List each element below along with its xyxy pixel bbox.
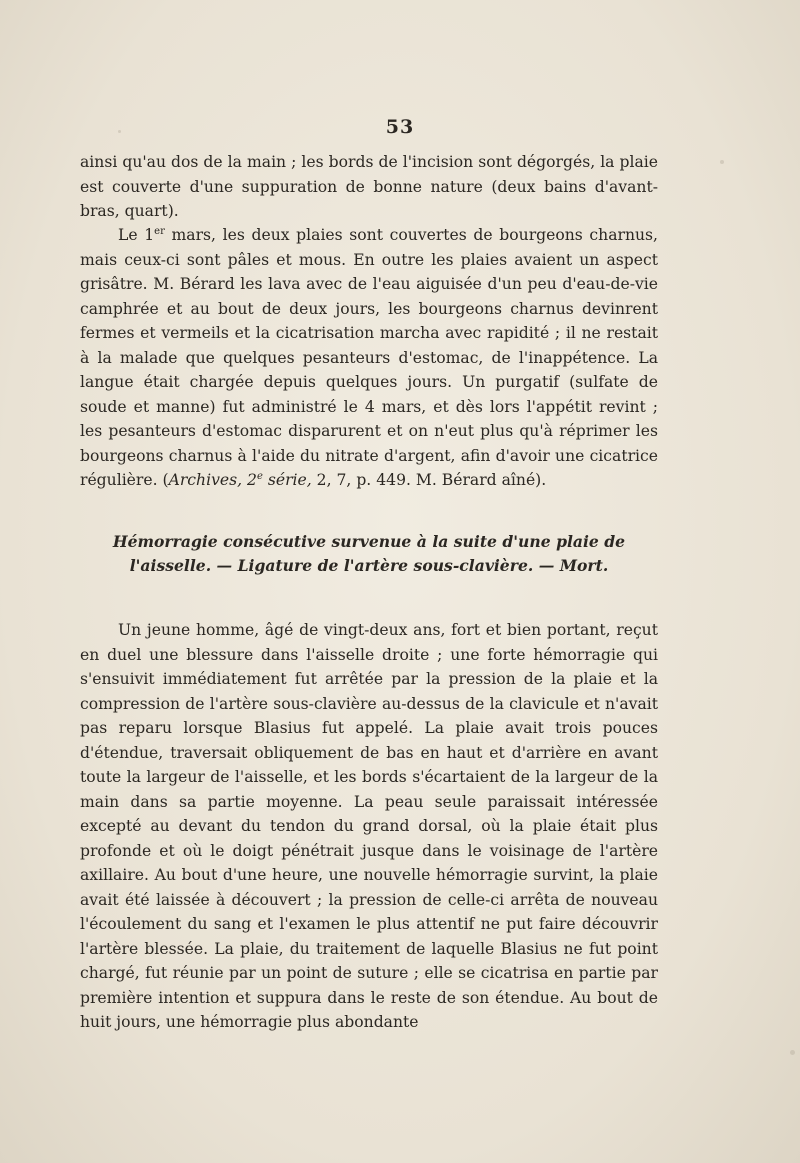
paragraph-continuation: ainsi qu'au dos de la main ; les bords de l'incision sont dégorgés, la plaie est couverte d'une suppuration de bonne nature (deux bains d'avant-bras, quart).	[80, 153, 658, 220]
text-run: mars, les deux plaies sont couvertes de bourgeons charnus, mais ceux-ci sont pâles et mous. En outre les plaies avaient un aspect grisâtre. M. Bérard les lava avec de l'eau aiguisée d'un peu d'eau-de-vie camphrée et au bout de deux jours, les bourgeons charnus devinrent fermes et vermeils et la cicatrisation marcha avec rapidité ; il ne restait à la malade que quelques pesanteurs d'estomac, de l'inappétence. La langue était chargée depuis quelques jours. Un purgatif (sulfate de soude et manne) fut administré le 4 mars, et dès lors l'appétit revint ; les pesanteurs d'estomac disparurent et on n'eut plus qu'à réprimer les bourgeons charnus à l'aide du nitrate d'argent, afin d'avoir une cicatrice régulière. (	[80, 226, 658, 489]
text-run: Le 1	[118, 226, 155, 244]
paper-speck	[790, 1050, 795, 1055]
paper-speck	[720, 160, 724, 164]
paragraph-march-first	[80, 223, 658, 493]
text-run: série,	[262, 471, 312, 489]
paragraph-case-report: Un jeune homme, âgé de vingt-deux ans, fort et bien portant, reçut en duel une blessure dans l'aisselle droite ; une forte hémorragie qui s'ensuivit immédiatement fut arrêtée par la pression de la plaie et la compression de l'artère sous-clavière au-dessus de la clavicule et n'avait pas reparu lorsque Blasius fut appelé. La plaie avait trois pouces d'étendue, traversait obliquement de bas en haut et d'arrière en avant toute la largeur de l'aisselle, et les bords s'écartaient de la largeur de la main dans sa partie moyenne. La peau seule paraissait intéressée excepté au devant du tendon du grand dorsal, où la plaie était plus profonde et où le doigt pénétrait jusque dans le voisinage de l'artère axillaire. Au bout d'une heure, une nouvelle hémorragie survint, la plaie avait été laissée à découvert ; la pression de celle-ci arrêta de nouveau l'écoulement du sang et l'examen le plus attentif ne put faire découvrir l'artère blessée. La plaie, du traitement de laquelle Blasius ne fut point chargé, fut réunie par un point de suture ; elle se cicatrisa en partie par première intention et suppura dans le reste de son étendue. Au bout de huit jours, une hémorragie plus abondante	[80, 621, 658, 1031]
superscript: e	[256, 470, 263, 482]
text-run: Archives, 2	[168, 471, 257, 489]
citation-journal	[169, 471, 312, 489]
page-number: 53	[385, 116, 415, 138]
case-heading: Hémorragie consécutive survenue à la suite d'une plaie de l'aisselle. — Ligature de l'artère sous-clavière. — Mort.	[112, 532, 626, 575]
text-run: 2, 7, p. 449. M. Bérard aîné).	[311, 471, 547, 489]
superscript: er	[154, 225, 165, 237]
